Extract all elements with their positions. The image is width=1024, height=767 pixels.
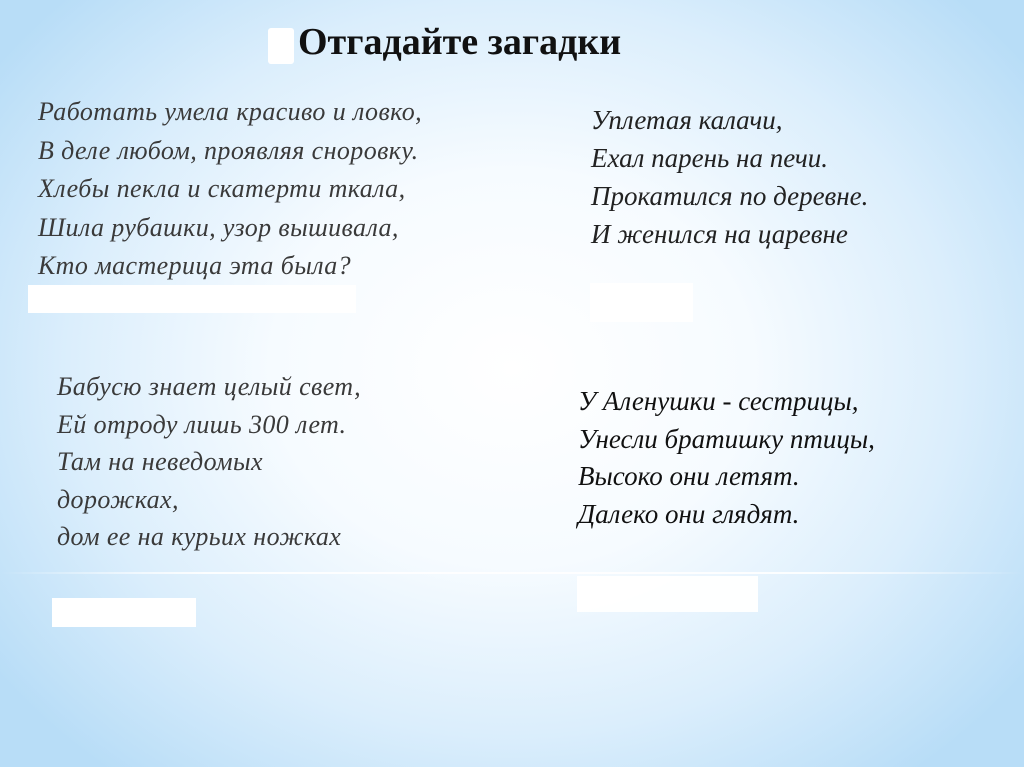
riddle-line: дорожках, [57,484,179,514]
riddle-line: В деле любом, проявляя сноровку. [38,135,419,165]
riddle-line: дом ее на курьих ножках [57,522,342,551]
riddle-line: Прокатился по деревне. [591,181,869,211]
answer-box-2[interactable] [590,283,693,322]
riddle-line: Ей отроду лишь 300 лет. [57,409,347,439]
background-highlight-band [0,572,1024,574]
riddle-4 [578,383,875,533]
answer-box-4[interactable] [577,576,758,612]
riddle-3 [57,368,361,556]
riddle-line: Там на неведомых [57,447,263,476]
answer-box-3[interactable] [52,598,196,627]
riddle-line: Хлебы пекла и скатерти ткала, [38,174,406,203]
riddle-2 [591,101,868,253]
answer-box-1[interactable] [28,285,356,313]
riddle-line: Кто мастерица эта была? [38,251,352,280]
page-title: Отгадайте загадки [298,21,622,63]
riddle-line: Ехал парень на печи. [591,143,828,173]
riddle-line: Шила рубашки, узор вышивала, [38,212,399,242]
riddle-line: Высоко они летят. [578,461,800,491]
riddle-line: Уплетая калачи, [591,105,783,135]
riddle-1 [38,93,422,286]
riddle-line: Далеко они глядят. [578,498,800,529]
riddle-line: Бабусю знает целый свет, [57,372,362,401]
riddle-line: У Аленушки - сестрицы, [578,386,859,416]
riddle-line: И женился на царевне [591,219,848,249]
title-marker [268,28,294,64]
riddle-line: Работать умела красиво и ловко, [38,97,423,126]
riddle-line: Унесли братишку птицы, [578,423,875,454]
